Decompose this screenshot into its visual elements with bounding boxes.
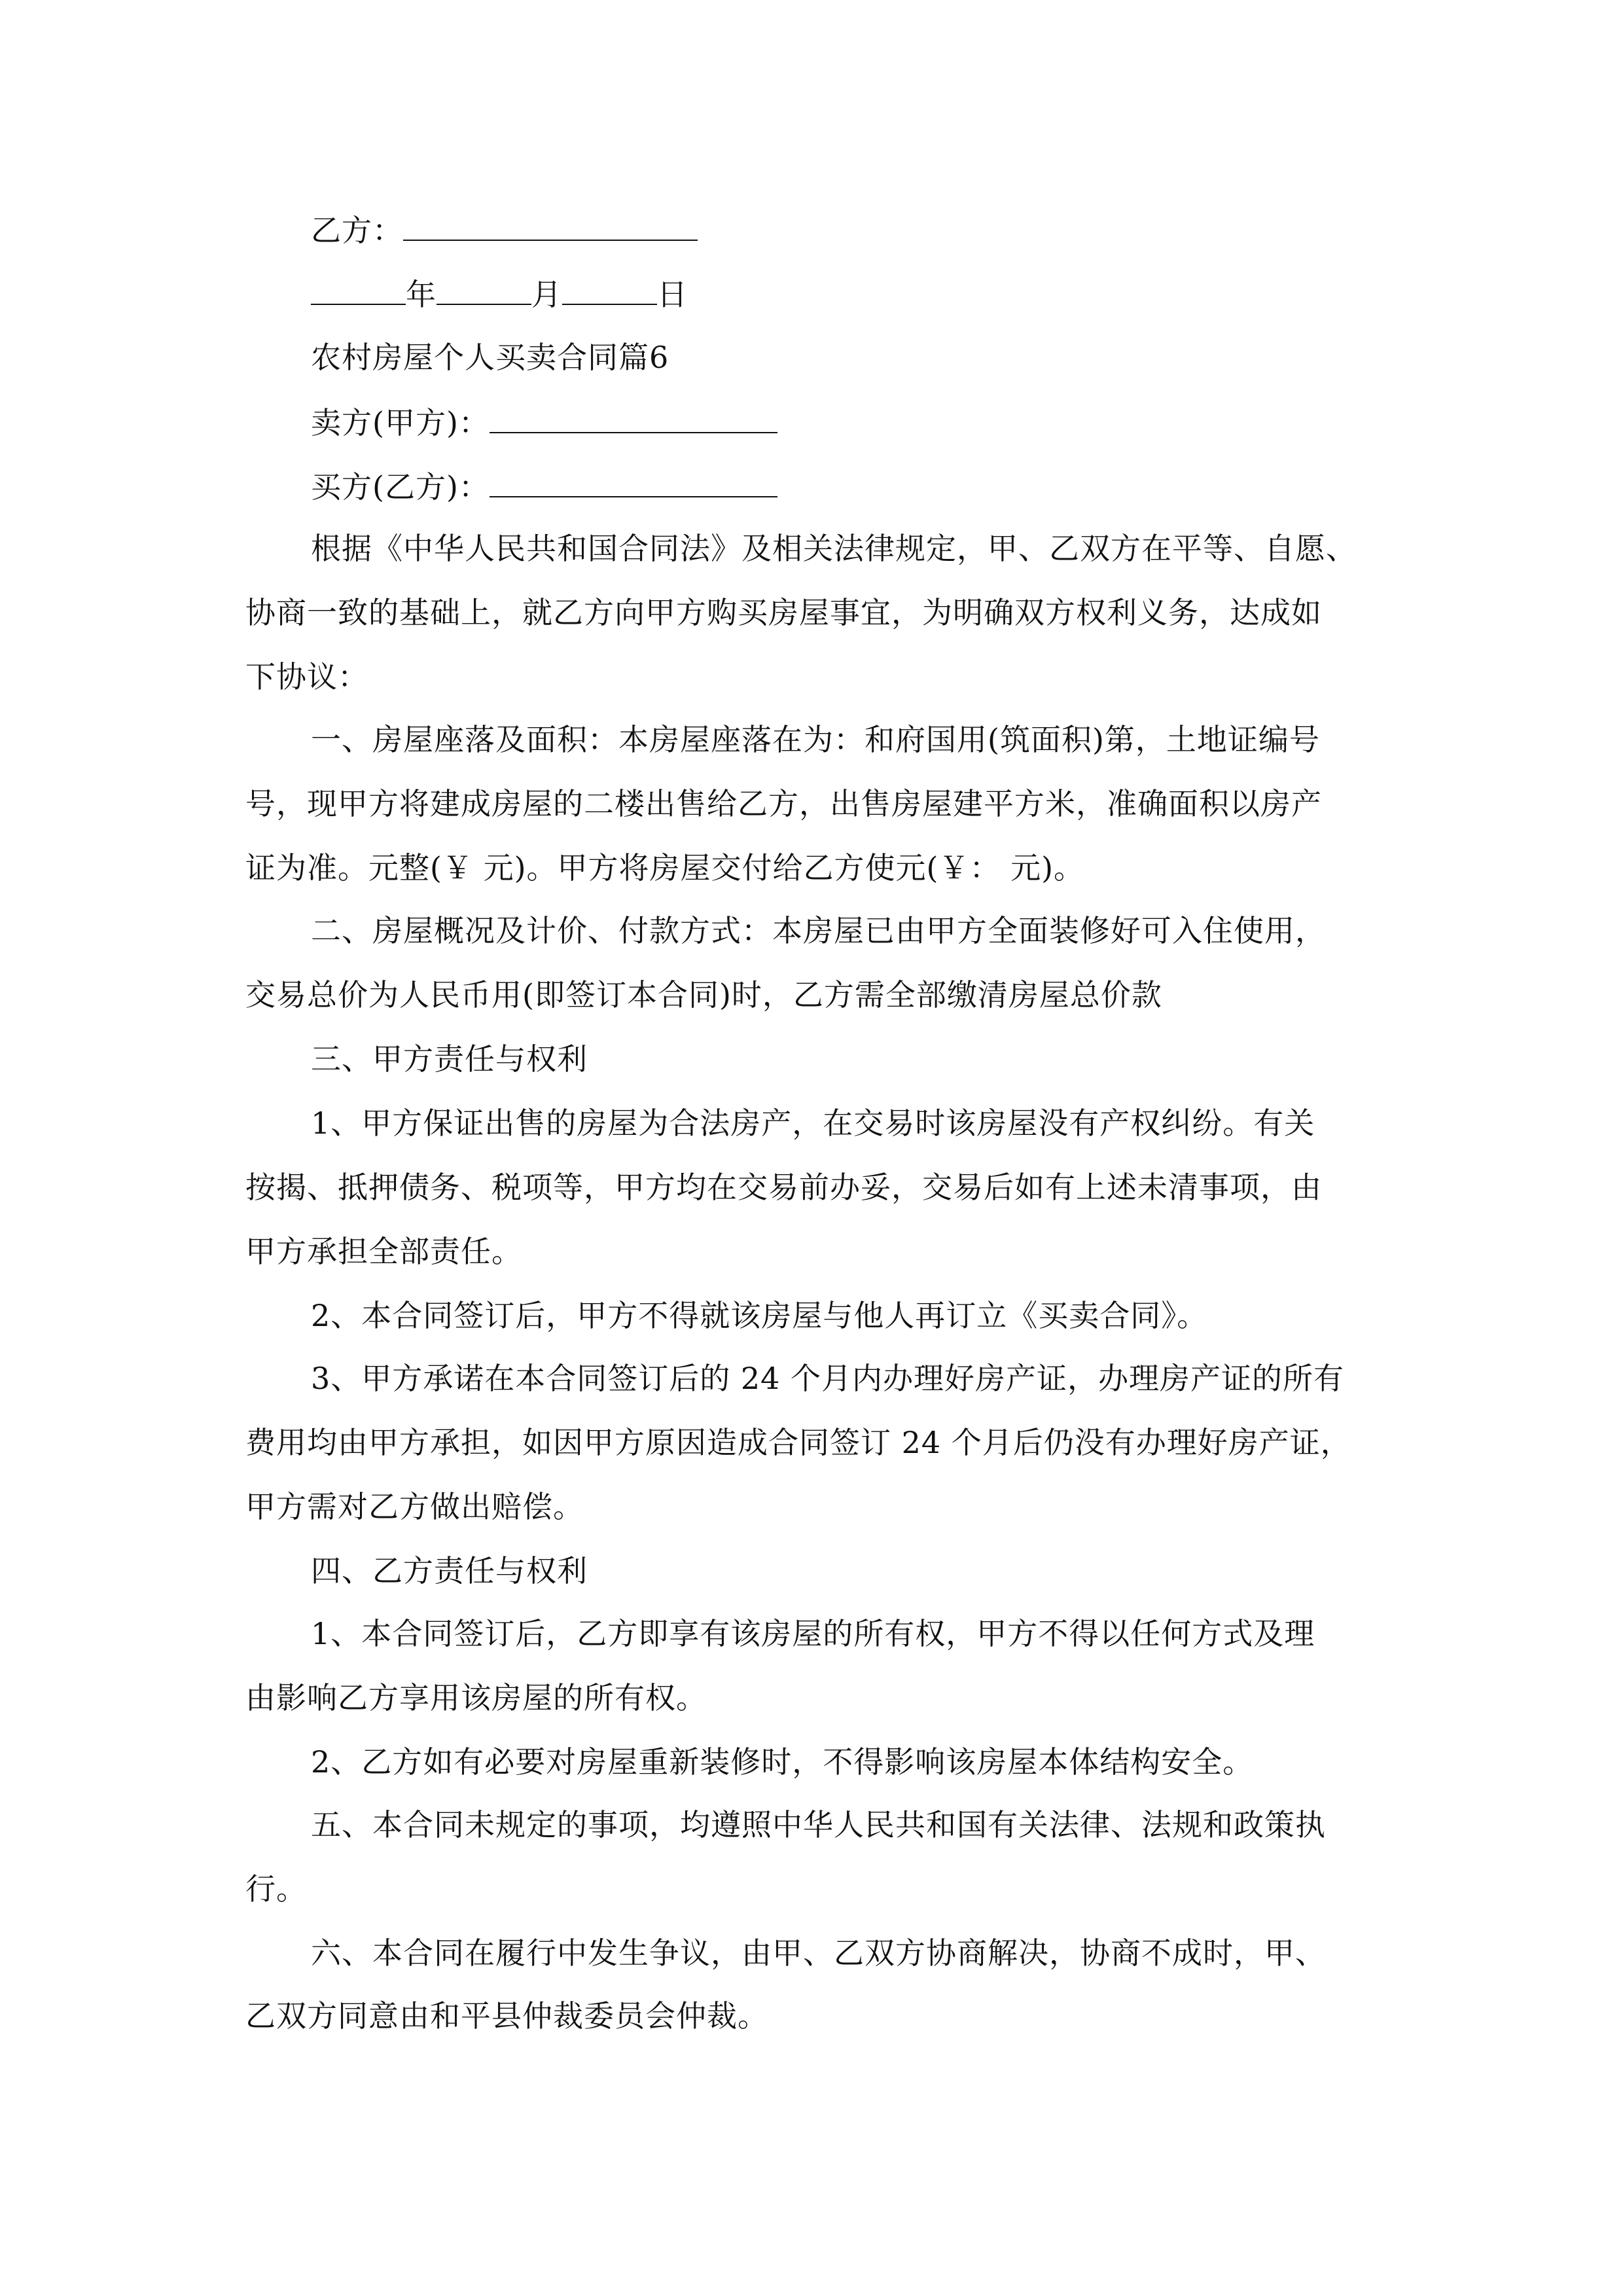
seller-line <box>311 402 1378 442</box>
buyer-line <box>311 466 1378 507</box>
clause4-heading: 四、乙方责任与权利 <box>311 1553 588 1588</box>
clause3-item1-line-3: 甲方承担全部责任。 <box>245 1234 522 1269</box>
clause4-item1-line-2: 由影响乙方享用该房屋的所有权。 <box>245 1680 707 1715</box>
date-line <box>311 274 1378 314</box>
clause3-item1-line-1: 1、甲方保证出售的房屋为合法房产，在交易时该房屋没有产权纠纷。有关 <box>311 1105 1315 1141</box>
seller-blank <box>490 402 777 433</box>
clause1-line-2: 号，现甲方将建成房屋的二楼出售给乙方，出售房屋建平方米，准确面积以房产 <box>245 786 1322 821</box>
party-b-label: 乙方： <box>311 213 403 248</box>
clause6-line-2: 乙双方同意由和平县仲裁委员会仲裁。 <box>245 1998 768 2034</box>
clause3-item3-line-1: 3、甲方承诺在本合同签订后的 24 个月内办理好房产证，办理房产证的所有 <box>311 1361 1345 1396</box>
clause2-line-2: 交易总价为人民币用(即签订本合同)时，乙方需全部缴清房屋总价款 <box>245 977 1162 1013</box>
clause6-line-1: 六、本合同在履行中发生争议，由甲、乙双方协商解决，协商不成时，甲、 <box>311 1935 1326 1971</box>
year-blank <box>311 274 406 305</box>
intro-line-1: 根据《中华人民共和国合同法》及相关法律规定，甲、乙双方在平等、自愿、 <box>311 531 1357 566</box>
contract-title: 农村房屋个人买卖合同篇6 <box>311 340 669 375</box>
party-b-signature-line <box>311 209 1378 250</box>
year-label: 年 <box>406 277 437 312</box>
clause3-item3-line-3: 甲方需对乙方做出赔偿。 <box>245 1489 584 1524</box>
clause5-line-1: 五、本合同未规定的事项，均遵照中华人民共和国有关法律、法规和政策执 <box>311 1807 1326 1842</box>
clause4-item1-line-1: 1、本合同签订后，乙方即享有该房屋的所有权，甲方不得以任何方式及理 <box>311 1616 1315 1651</box>
clause3-item3-line-2: 费用均由甲方承担，如因甲方原因造成合同签订 24 个月后仍没有办理好房产证， <box>245 1425 1351 1460</box>
intro-line-2: 协商一致的基础上，就乙方向甲方购买房屋事宜，为明确双方权利义务，达成如 <box>245 595 1322 630</box>
intro-line-3: 下协议： <box>245 659 368 694</box>
clause3-item1-line-2: 按揭、抵押债务、税项等，甲方均在交易前办妥，交易后如有上述未清事项，由 <box>245 1170 1322 1205</box>
day-label: 日 <box>657 277 688 312</box>
clause5-line-2: 行。 <box>245 1871 307 1907</box>
buyer-label: 买方(乙方)： <box>311 469 490 505</box>
clause2-line-1: 二、房屋概况及计价、付款方式：本房屋已由甲方全面装修好可入住使用， <box>311 913 1326 948</box>
clause1-line-1: 一、房屋座落及面积：本房屋座落在为：和府国用(筑面积)第，土地证编号 <box>311 722 1320 757</box>
buyer-blank <box>490 466 777 497</box>
clause4-item2-line-1: 2、乙方如有必要对房屋重新装修时，不得影响该房屋本体结构安全。 <box>311 1744 1254 1780</box>
party-b-blank <box>403 209 698 241</box>
day-blank <box>562 274 657 305</box>
clause3-heading: 三、甲方责任与权利 <box>311 1041 588 1077</box>
clause3-item2-line-1: 2、本合同签订后，甲方不得就该房屋与他人再订立《买卖合同》。 <box>311 1298 1208 1333</box>
clause1-line-3: 证为准。元整(￥ 元)。甲方将房屋交付给乙方使元(￥： 元)。 <box>245 850 1085 886</box>
month-blank <box>437 274 531 305</box>
month-label: 月 <box>531 277 562 312</box>
seller-label: 卖方(甲方)： <box>311 405 490 440</box>
